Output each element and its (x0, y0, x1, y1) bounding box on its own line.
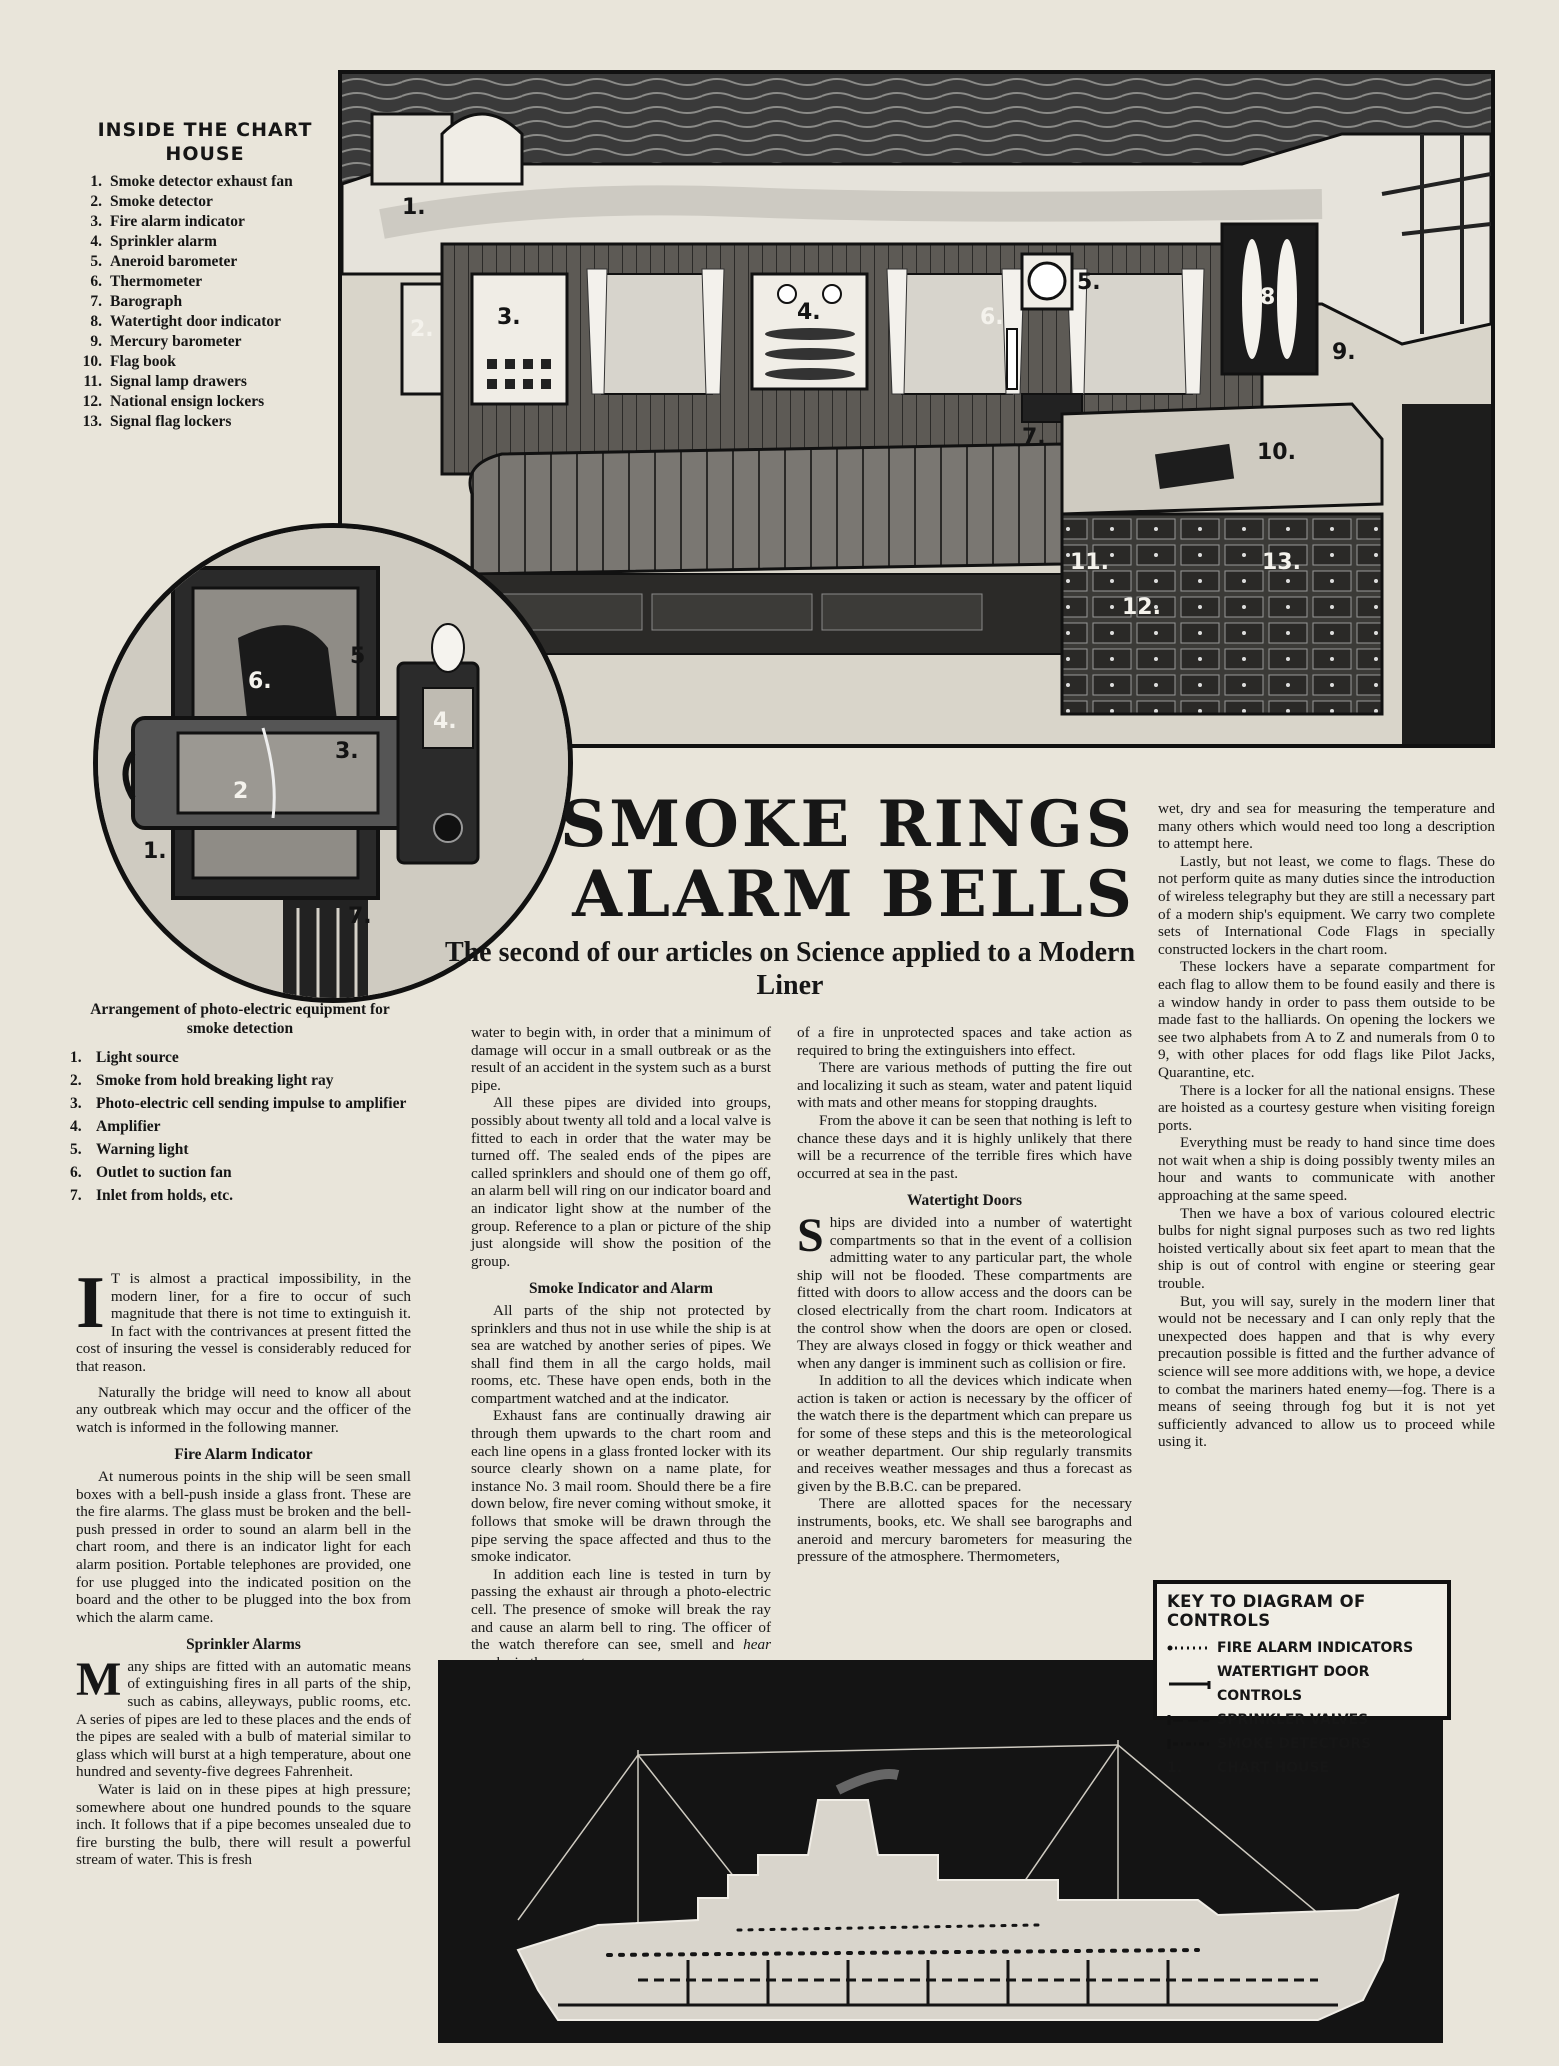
paragraph: Water is laid on in these pipes at high pressure; somewhere about one hundred pounds to the square inch. It follows that if a pipe becomes unsealed due to fire bursting the bulb, there will result a powerful stream of water. This is fresh (76, 1781, 411, 1869)
lens-label-1: 1. (143, 839, 167, 864)
item-label: Signal lamp drawers (110, 373, 247, 390)
controls-key-label: FIRE ALARM INDICATORS (1217, 1640, 1414, 1656)
item-label: Fire alarm indicator (110, 213, 245, 230)
item-number: 3. (90, 213, 102, 230)
item-number: 1. (70, 1049, 82, 1066)
paragraph: But, you will say, surely in the modern liner that would not be necessary and I can only reply that the unexpected does happen and that is why every precaution possible is fitted and the further advance of science will see more additions with, we hope, a device to combat the mariners hated enemy—fog. There is a means of seeing through fog but it is not yet sufficiently advanced to allow us to proceed while using it. (1158, 1292, 1495, 1451)
item-number: 7. (70, 1187, 82, 1204)
item-number: 13. (82, 413, 102, 430)
lens-label-4: 4. (433, 709, 457, 734)
paragraph: All these pipes are divided into groups, possibly about twenty all told and a local valve is fitted to each in order that the water may be turned off. The sealed ends of the pipes are called sprinklers and should one of them go off, an alarm bell will ring on our indicator board and an indicator light show at the number of the group. Reference to a plan or picture of the ship just alongside will show the position of the group. (471, 1094, 771, 1270)
item-number: 9. (90, 333, 102, 350)
list-item (70, 412, 340, 432)
paragraph: Exhaust fans are continually drawing air through them upwards to the chart room and each line opens in a glass fronted locker with its source clearly shown on a name plate, for instance No. 3 mail room. Should there be a fire down below, fire never coming without smoke, it follows that smoke will be drawn through the pipe serving the space affected and thus to the smoke indicator. (471, 1407, 771, 1566)
item-label: Smoke detector exhaust fan (110, 173, 293, 190)
paragraph: water to begin with, in order that a minimum of damage will occur in a small outbreak or as the result of an accident in the system such as a burst pipe. (471, 1024, 771, 1094)
list-item (70, 312, 340, 332)
list-item (70, 1048, 410, 1067)
item-label: Inlet from holds, etc. (96, 1187, 234, 1204)
controls-key-label: SMOKE DETECTORS (1217, 1736, 1372, 1752)
paragraph-text: any ships are fitted with an automatic means of extinguishing fires in all parts of the ship, such as cabins, alleyways, public rooms, etc. A series of pipes are led to these places and the ends of the pipes are sealed with a bulb of material similar to glass which will burst at a high temperature, about one hundred and seventy-five degrees Fahrenheit. (76, 1657, 411, 1781)
paragraph-text: hips are divided into a number of watertight compartments so that in the event of a collision admitting water to any particular part, the whole ship will not be flooded. These compartments are fitted with doors to allow access and the doors can be closed electrically from the chart room. Indicators at the control show when the doors are open or closed. They are always closed in foggy or thick weather and when any danger is imminent such as collision or fire. (797, 1213, 1132, 1372)
item-label: Barograph (110, 293, 183, 310)
list-item (70, 1094, 410, 1113)
item-label: Smoke detector (110, 193, 213, 210)
drop-cap: I (76, 1262, 105, 1344)
item-number: 10. (82, 353, 102, 370)
controls-key-label: WATERTIGHT DOOR CONTROLS (1217, 1664, 1370, 1704)
list-item (70, 1117, 410, 1136)
photo-electric-key (70, 1000, 410, 1209)
list-item (70, 272, 340, 292)
item-number: 2. (90, 193, 102, 210)
article-column-3 (797, 1024, 1132, 1566)
item-number: 11. (83, 373, 102, 390)
drop-cap: S (797, 1208, 824, 1262)
lens-label-6: 6. (248, 669, 272, 694)
controls-key-title: KEY TO DIAGRAM OF CONTROLS (1167, 1592, 1366, 1630)
paragraph: At numerous points in the ship will be seen small boxes with a bell-push inside a glass front. These are the fire alarms. The glass must be broken and the bell-push pressed in order to sound an alarm bell in the chart room, and there is an indicator light for each alarm position. Portable telephones are provided, one for use plugged into the indicated position on the board and the other to be plugged into the box from which the alarm came. (76, 1467, 411, 1626)
headline (520, 787, 1135, 932)
article-column-1 (76, 1262, 411, 1869)
list-item (70, 1140, 410, 1159)
chart-house-label-7: 7. (1022, 425, 1046, 450)
controls-key-label: CHART HOUSE (1217, 1760, 1330, 1776)
paragraph: wet, dry and sea for measuring the temperature and many others which would need too long a description to attempt here. (1158, 800, 1495, 853)
chart-house-key-list (70, 172, 340, 432)
article-column-4 (1158, 800, 1495, 1451)
list-item (70, 392, 340, 412)
item-label: Watertight door indicator (110, 313, 282, 330)
chart-house-label-13: 13. (1262, 550, 1301, 575)
item-number: 6. (90, 273, 102, 290)
item-label: National ensign lockers (110, 393, 265, 410)
chart-house-label-6: 6. (980, 305, 1004, 330)
paragraph: All parts of the ship not protected by sprinklers and thus not in use while the ship is at sea are watched by another series of pipes. We shall find them in all the cargo holds, mail rooms, etc. These have open ends, both in the compartment watched and at the indicator. (471, 1301, 771, 1407)
paragraph: of a fire in unprotected spaces and take action as required to bring the extinguishers into effect. (797, 1024, 1132, 1059)
item-label: Amplifier (96, 1118, 161, 1135)
section-heading: Sprinkler Alarms (186, 1636, 301, 1654)
paragraph (76, 1652, 411, 1781)
chart-house-key (70, 118, 340, 432)
section-heading: Watertight Doors (907, 1192, 1022, 1210)
controls-key-row (1167, 1756, 1437, 1780)
subheadline: The second of our articles on Science applied to a Modern Liner (444, 937, 1136, 1001)
list-item (70, 372, 340, 392)
lens-label-5: 5 (350, 644, 366, 669)
list-item (70, 332, 340, 352)
chart-house-label-4: 4. (797, 300, 821, 325)
paragraph: Everything must be ready to hand since time does not wait when a ship is doing possibly twenty miles an hour and wants to communicate with another approaching at the same speed. (1158, 1134, 1495, 1205)
headline-line-2: ALARM BELLS (572, 857, 1135, 932)
item-label: Outlet to suction fan (96, 1164, 232, 1181)
controls-key-label: SPRINKLER VALVES (1217, 1712, 1369, 1728)
list-item (70, 1186, 410, 1205)
item-number: 3. (70, 1095, 82, 1112)
controls-key-row (1167, 1636, 1437, 1660)
photo-electric-diagram (93, 523, 573, 1003)
chart-house-label-10: 10. (1257, 440, 1296, 465)
chart-house-label-12: 12. (1122, 595, 1161, 620)
paragraph: Then we have a box of various coloured electric bulbs for night signal purposes such as two red lights hoisted vertically about six feet apart to mean that the ship is out of control with engine or steering gear trouble. (1158, 1204, 1495, 1293)
item-label: Mercury barometer (110, 333, 242, 350)
paragraph: Lastly, but not least, we come to flags. These do not perform quite as many duties since the introduction of wireless telegraphy but they are still a necessary part of a modern ship's equipment. We carry two complete sets of International Code Flags in specially constructed lockers in the chart room. (1158, 852, 1495, 958)
solid-line-icon (1167, 1679, 1217, 1689)
paragraph: Naturally the bridge will need to know all about any outbreak which may occur and the officer of the watch is informed in the following manner. (76, 1383, 411, 1436)
chart-house-label-9: 9. (1332, 340, 1356, 365)
chart-house-label-11: 11. (1070, 550, 1109, 575)
numeral-one-icon: 1. (1167, 1760, 1183, 1776)
intro-paragraph (76, 1262, 411, 1376)
item-label: Aneroid barometer (110, 253, 238, 270)
item-label: Photo-electric cell sending impulse to amplifier (96, 1095, 407, 1112)
item-label: Thermometer (110, 273, 203, 290)
drop-cap: M (76, 1652, 122, 1706)
list-item (70, 192, 340, 212)
paragraph: From the above it can be seen that nothing is left to chance these days and it is highly unlikely that there will be a recurrence of the terrible fires which have occurred at sea in the past. (797, 1111, 1132, 1182)
chart-house-label-2: 2. (410, 317, 434, 342)
paragraph-text: In addition each line is tested in turn by passing the exhaust air through a photo-electric cell. The presence of smoke will break the ray and cause an alarm bell to ring. The officer of the watch therefore can see, smell and (471, 1565, 771, 1654)
item-number: 8. (90, 313, 102, 330)
item-number: 5. (70, 1141, 82, 1158)
list-item (70, 232, 340, 252)
emphasis: hear (743, 1636, 771, 1654)
list-item (70, 352, 340, 372)
paragraph: There is a locker for all the national ensigns. These are hoisted as a courtesy gesture when visiting foreign ports. (1158, 1081, 1495, 1134)
chart-house-label-3: 3. (497, 305, 521, 330)
item-label: Signal flag lockers (110, 413, 232, 430)
list-item (70, 1071, 410, 1090)
controls-key-row (1167, 1732, 1437, 1756)
section-heading: Fire Alarm Indicator (174, 1446, 313, 1464)
controls-key (1153, 1580, 1451, 1776)
chart-house-key-title: INSIDE THE CHART HOUSE (97, 119, 313, 165)
dashed-line-icon (1167, 1715, 1217, 1725)
photo-electric-key-list (70, 1048, 410, 1205)
paragraph: There are various methods of putting the fire out and localizing it such as steam, water and patent liquid with mats and other means for stopping draughts. (797, 1059, 1132, 1112)
item-number: 7. (90, 293, 102, 310)
item-number: 5. (90, 253, 102, 270)
list-item (70, 252, 340, 272)
item-number: 12. (82, 393, 102, 410)
item-number: 4. (90, 233, 102, 250)
headline-line-1: SMOKE RINGS (560, 787, 1135, 862)
item-label: Smoke from hold breaking light ray (96, 1072, 334, 1089)
photo-electric-drawing (98, 528, 568, 998)
paragraph: These lockers have a separate compartment for each flag to allow them to be found easily and there is a window handy in order to pass them outside to be made fast to the halliards. On opening the lockers we see two alphabets from A to Z and numerals from 0 to 9, with other places for odd flags like Pilot Jacks, Quarantine, etc. (1158, 958, 1495, 1081)
paragraph: There are allotted spaces for the necessary instruments, books, etc. We shall see barographs and aneroid and mercury barometers for measuring the pressure of the atmosphere. Thermometers, (797, 1495, 1132, 1566)
list-item (70, 292, 340, 312)
lens-label-7: 7. (348, 904, 372, 929)
item-number: 4. (70, 1118, 82, 1135)
controls-key-row (1167, 1708, 1437, 1732)
lens-label-3: 3. (335, 739, 359, 764)
item-label: Sprinkler alarm (110, 233, 217, 250)
dash-dot-line-icon (1167, 1739, 1217, 1749)
chart-house-label-8: 8. (1260, 285, 1284, 310)
paragraph-text: T is almost a practical impossibility, in the modern liner, for a fire to occur of such magnitude that there is not time to extinguish it. In fact with the contrivances at present fitted the cost of insuring the vessel is considerably reduced for that reason. (76, 1270, 411, 1375)
section-heading: Smoke Indicator and Alarm (529, 1280, 713, 1298)
article-column-2 (471, 1024, 771, 1671)
paragraph (797, 1208, 1132, 1372)
item-label: Flag book (110, 353, 176, 370)
dotted-line-icon (1167, 1643, 1217, 1653)
item-number: 2. (70, 1072, 82, 1089)
paragraph: In addition to all the devices which indicate when action is taken or action is necessary by the officer of the watch there is the department which can prepare us for some of these steps and this is the meteorological or weather department. Our ship regularly transmits and receives weather messages and thus a forecast as given by the B.B.C. can be prepared. (797, 1372, 1132, 1495)
item-number: 1. (90, 173, 102, 190)
chart-house-label-1: 1. (402, 195, 426, 220)
photo-electric-key-title: Arrangement of photo-electric equipment for smoke detection (90, 1001, 390, 1037)
list-item (70, 212, 340, 232)
list-item (70, 172, 340, 192)
item-label: Warning light (96, 1141, 189, 1158)
list-item (70, 1163, 410, 1182)
item-number: 6. (70, 1164, 82, 1181)
paragraph (471, 1566, 771, 1672)
lens-label-2: 2 (233, 779, 249, 804)
controls-key-row (1167, 1660, 1437, 1708)
item-label: Light source (96, 1049, 179, 1066)
chart-house-label-5: 5. (1077, 270, 1101, 295)
